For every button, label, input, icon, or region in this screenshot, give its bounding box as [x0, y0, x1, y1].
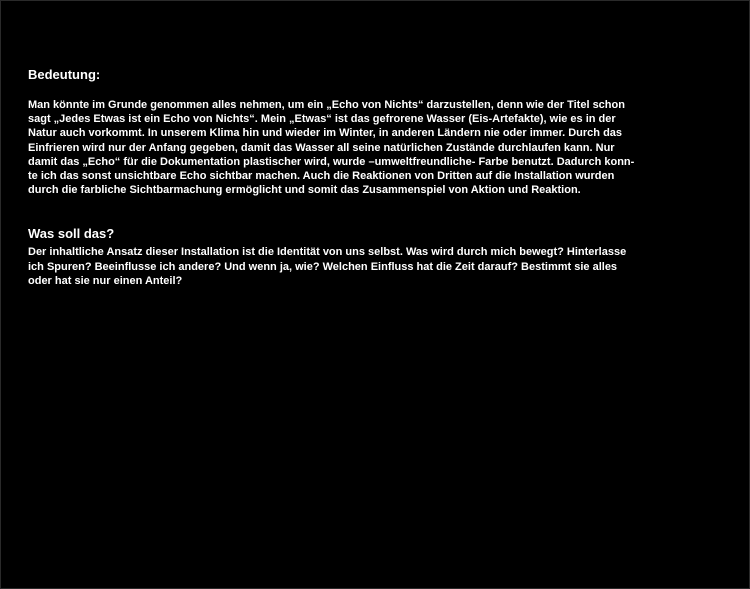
paragraph-line: durch die farbliche Sichtbarmachung ermöglicht und somit das Zusammenspiel von Aktion und Reaktion. [28, 184, 581, 197]
paragraph-line: sagt „Jedes Etwas ist ein Echo von Nichts“. Mein „Etwas“ ist das gefrorene Wasser (Eis-Artefakte), wie es in der [28, 113, 616, 126]
content-area [28, 66, 718, 288]
paragraph-line: Natur auch vorkommt. In unserem Klima hin und wieder im Winter, in anderen Ländern nie oder immer. Durch das [28, 127, 623, 140]
paragraph-line: damit das „Echo“ für die Dokumentation plastischer wird, wurde –umweltfreundliche- Farbe benutzt. Dadurch konn- [28, 155, 635, 168]
section-was-soll-das [28, 225, 718, 288]
section-heading: Was soll das? [28, 226, 115, 242]
paragraph-line: Einfrieren wird nur der Anfang gegeben, damit das Wasser all seine natürlichen Zustände durchlaufen kann. Nur [28, 141, 615, 154]
paragraph-line: Der inhaltliche Ansatz dieser Installation ist die Identität von uns selbst. Was wird durch mich bewegt? Hinterlasse [28, 246, 627, 259]
section-paragraph [28, 245, 718, 288]
section-paragraph [28, 98, 718, 197]
paragraph-line: oder hat sie nur einen Anteil? [28, 274, 183, 287]
paragraph-line: ich Spuren? Beeinflusse ich andere? Und wenn ja, wie? Welchen Einfluss hat die Zeit darauf? Bestimmt sie alles [28, 260, 618, 273]
section-heading: Bedeutung: [28, 67, 101, 82]
paragraph-line: Man könnte im Grunde genommen alles nehmen, um ein „Echo von Nichts“ darzustellen, denn wie der Titel schon [28, 99, 625, 111]
paragraph-line: te ich das sonst unsichtbare Echo sichtbar machen. Auch die Reaktionen von Dritten auf die Installation wurden [28, 170, 615, 183]
section-bedeutung [28, 66, 718, 197]
